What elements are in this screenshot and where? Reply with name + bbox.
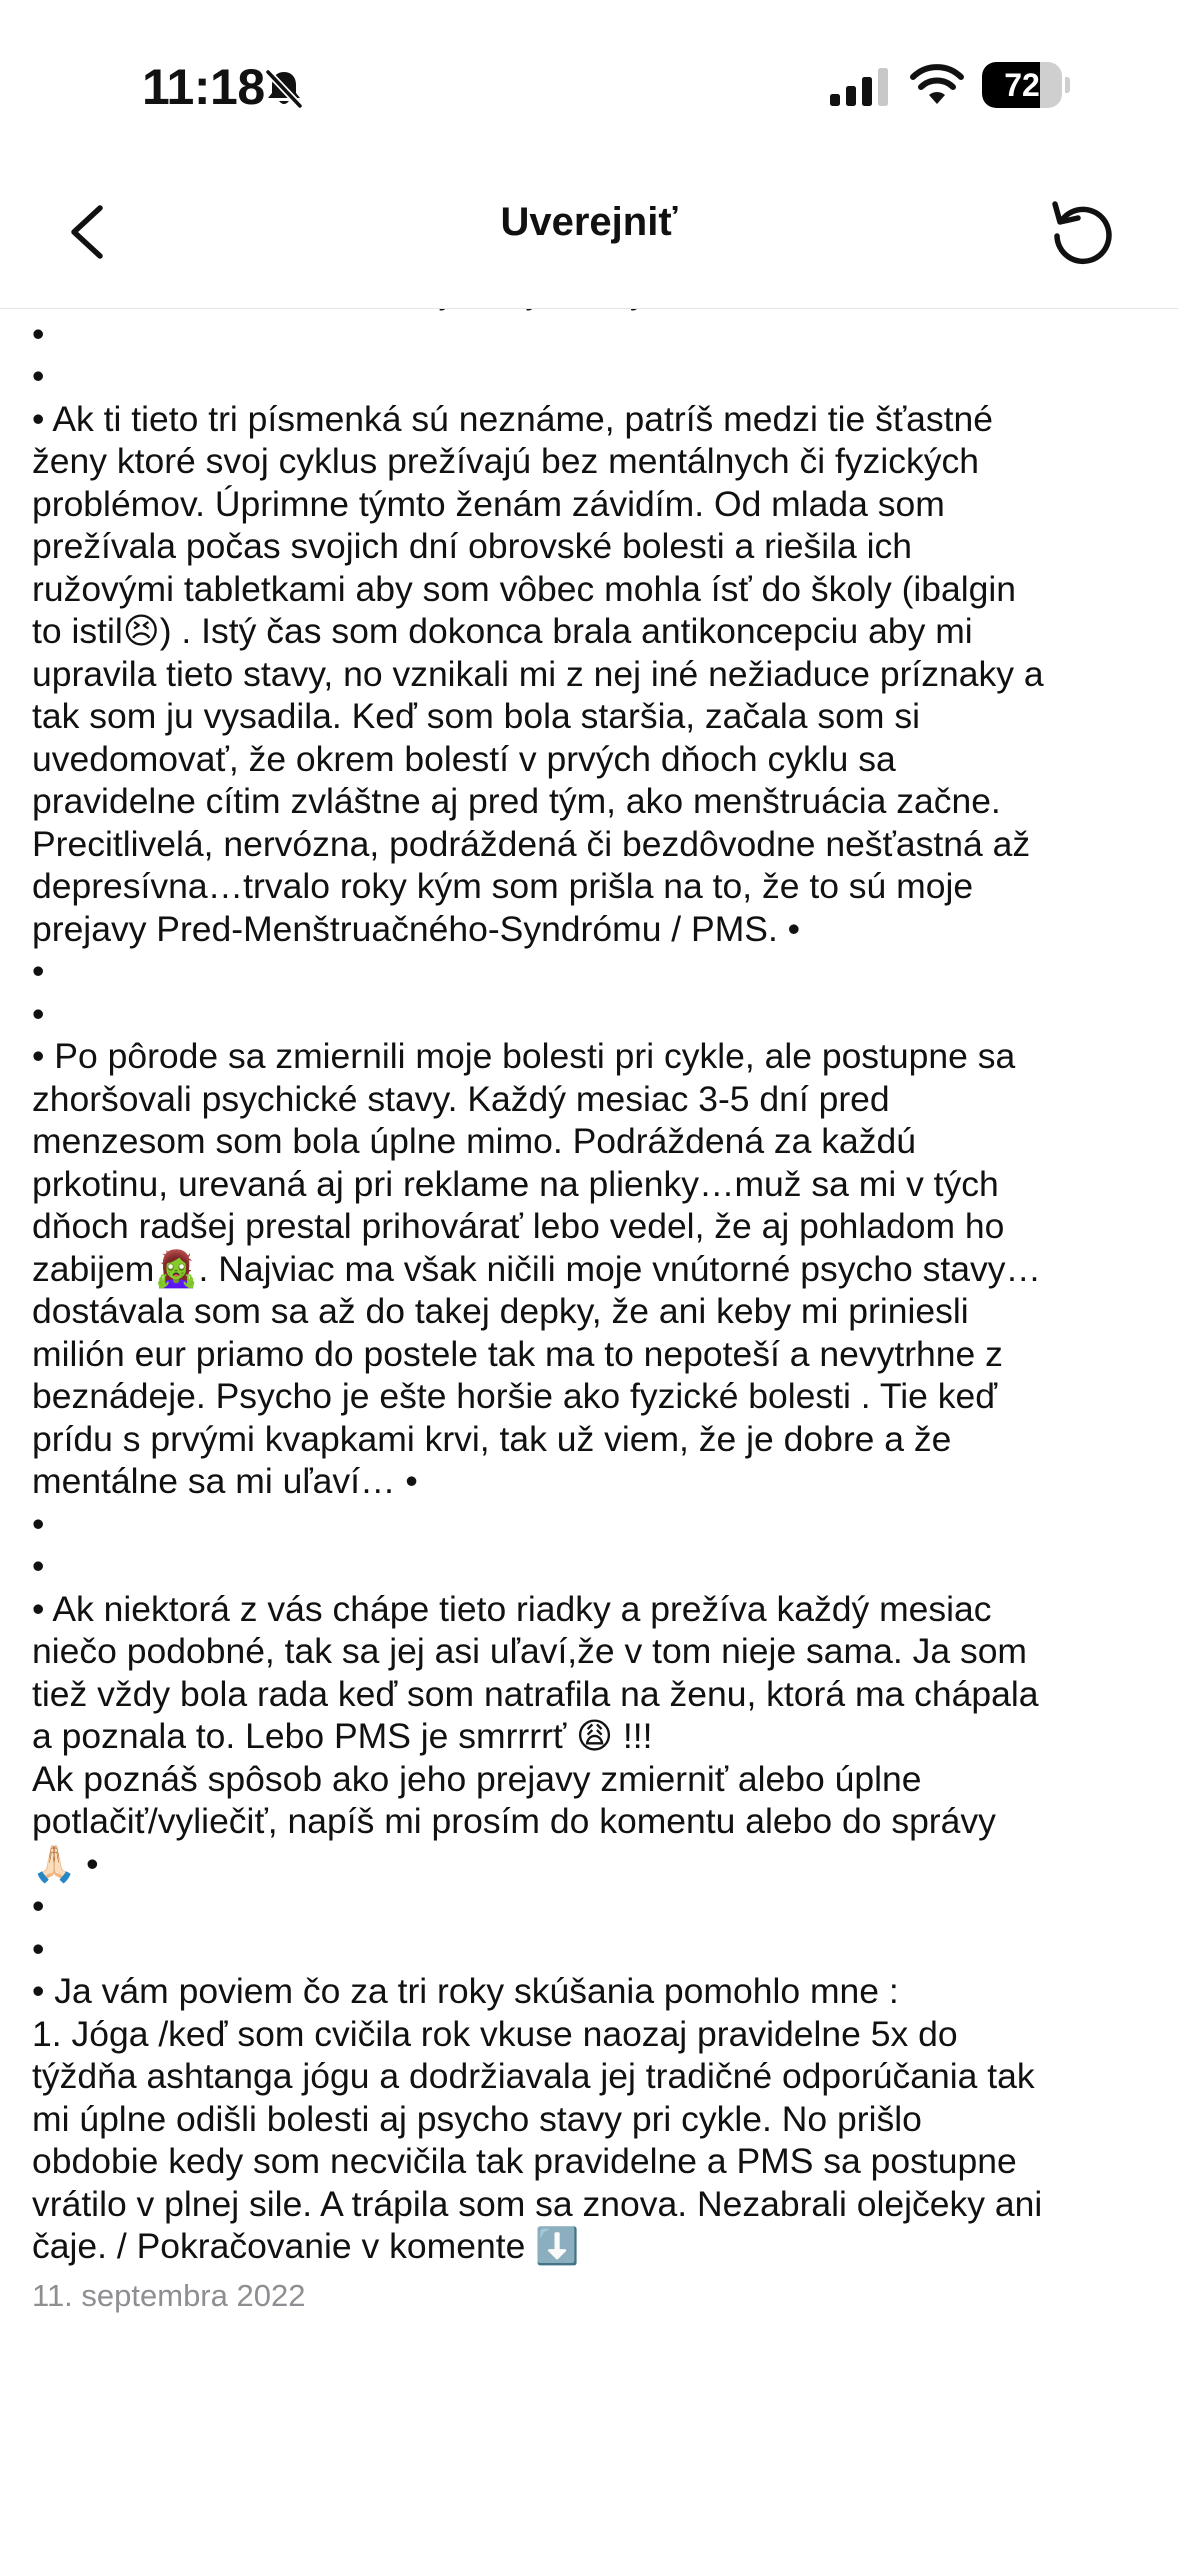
post-text-line: prídu s prvými kvapkami krvi, tak už viem, že je dobre a že bbox=[32, 1418, 952, 1459]
post-text-line: prejavy Pred-Menštruačného-Syndrómu / PMS. • bbox=[32, 908, 801, 949]
battery-icon bbox=[982, 62, 1070, 108]
post-text-line: • Ak niektorá z vás chápe tieto riadky a prežíva každý mesiac bbox=[32, 1588, 992, 1629]
post-text-line: • bbox=[32, 313, 45, 354]
status-bar bbox=[0, 0, 1178, 170]
wifi-icon bbox=[910, 64, 964, 106]
post-text-line: ženy ktoré svoj cyklus prežívajú bez mentálnych či fyzických bbox=[32, 441, 980, 481]
post-text-line: mi úplne odišli bolesti aj psycho stavy pri cykle. No prišlo bbox=[32, 2098, 922, 2139]
post-text-line: vrátilo v plnej sile. A trápila som sa znova. Nezabrali olejčeky ani bbox=[32, 2183, 1043, 2224]
post-text-line: menzesom som bola úplne mimo. Podráždená za každú bbox=[32, 1121, 917, 1161]
post-text-line: mentálne sa mi uľaví… • bbox=[32, 1461, 418, 1501]
post-text-line: zhoršovali psychické stavy. Každý mesiac 3-5 dní pred bbox=[32, 1078, 890, 1119]
post-text-line: upravila tieto stavy, no vznikali mi z nej iné nežiaduce príznaky a bbox=[32, 653, 1044, 694]
post-text-line: • Po pôrode sa zmiernili moje bolesti pri cykle, ale postupne sa bbox=[32, 1036, 1016, 1076]
post-text-line: Ak poznáš spôsob ako jeho prejavy zmierniť alebo úplne bbox=[32, 1758, 922, 1799]
post-text-line: 1. Jóga /keď som cvičila rok vkuse naozaj pravidelne 5x do bbox=[32, 2013, 958, 2054]
post-text-line: a poznala to. Lebo PMS je smrrrrť 😩 !!! bbox=[32, 1716, 653, 1756]
post-text-line: beznádeje. Psycho je ešte horšie ako fyzické bolesti . Tie keď bbox=[32, 1376, 998, 1416]
nav-bar bbox=[0, 170, 1178, 309]
post-date: 11. septembra 2022 bbox=[32, 2277, 306, 2313]
post-text-line: • bbox=[32, 951, 45, 991]
post-text-line: uvedomovať, že okrem bolestí v prvých dňoch cyklu sa bbox=[32, 738, 896, 779]
status-time: 11:18 bbox=[142, 59, 265, 115]
bell-slash-icon bbox=[262, 66, 306, 110]
post-text-line: dostávala som sa až do takej depky, že ani keby mi priniesli bbox=[32, 1291, 969, 1331]
post-text-line: • Ja vám poviem čo za tri roky skúšania pomohlo mne : bbox=[32, 1971, 899, 2011]
post-text-line: prežívala počas svojich dní obrovské bolesti a riešila ich bbox=[32, 526, 913, 566]
post-text-line: tiež vždy bola rada keď som natrafila na ženu, ktorá ma chápala bbox=[32, 1673, 1039, 1714]
post-text-line: • bbox=[32, 1503, 45, 1544]
post-text-line: pravidelne cítim zvláštne aj pred tým, ako menštruácia začne. bbox=[32, 781, 1001, 821]
post-caption bbox=[32, 270, 1148, 2318]
post-text-line: • bbox=[32, 1886, 45, 1926]
post-text-line: zabijem🧟‍♀️. Najviac ma však ničili moje vnútorné psycho stavy… bbox=[32, 1248, 1041, 1289]
post-text-line: tak som ju vysadila. Keď som bola staršia, začala som si bbox=[32, 696, 920, 736]
post-text-line: depresívna…trvalo roky kým som prišla na to, že to sú moje bbox=[32, 866, 974, 906]
battery-cap bbox=[1065, 77, 1070, 93]
post-text-line: prkotinu, urevaná aj pri reklame na plienky…muž sa mi v tých bbox=[32, 1163, 999, 1204]
post-text-line: niečo podobné, tak sa jej asi uľaví,že v tom nieje sama. Ja som bbox=[32, 1631, 1028, 1671]
post-text-line: obdobie kedy som necvičila tak pravidelne a PMS sa postupne bbox=[32, 2141, 1017, 2181]
refresh-icon[interactable] bbox=[1040, 190, 1126, 276]
post-text-line: dňoch radšej prestal prihovárať lebo vedel, že aj pohladom ho bbox=[32, 1206, 1005, 1246]
post-text-line: čaje. / Pokračovanie v komente ⬇️ bbox=[32, 2226, 580, 2266]
post-text-line: • bbox=[32, 993, 45, 1034]
post-text-line: ružovými tabletkami aby som vôbec mohla ísť do školy (ibalgin bbox=[32, 568, 1017, 609]
post-text-line: týždňa ashtanga jógu a dodržiavala jej tradičné odporúčania tak bbox=[32, 2056, 1035, 2096]
post-text-line: • Ak ti tieto tri písmenká sú neznáme, patríš medzi tie šťastné bbox=[32, 398, 993, 439]
post-text-line: milión eur priamo do postele tak ma to nepoteší a nevytrhne z bbox=[32, 1333, 1003, 1374]
post-text-line: problémov. Úprimne týmto ženám závidím. Od mlada som bbox=[32, 483, 945, 524]
post-text-line: • bbox=[32, 1928, 45, 1969]
post-text-line: • bbox=[32, 356, 45, 396]
cellular-signal-icon bbox=[830, 68, 890, 106]
post-text-line: • bbox=[32, 1546, 45, 1586]
post-text-line: to istil😣) . Istý čas som dokonca brala antikoncepciu aby mi bbox=[32, 611, 973, 651]
battery-level: 72 bbox=[1004, 67, 1040, 103]
page-title: Uverejniť bbox=[500, 200, 678, 244]
post-text-line: 🙏🏻 • bbox=[32, 1843, 99, 1884]
post-text-line: potlačiť/vyliečiť, napíš mi prosím do komentu alebo do správy bbox=[32, 1801, 996, 1841]
post-text-line: Precitlivelá, nervózna, podráždená či bezdôvodne nešťastná až bbox=[32, 823, 1031, 864]
